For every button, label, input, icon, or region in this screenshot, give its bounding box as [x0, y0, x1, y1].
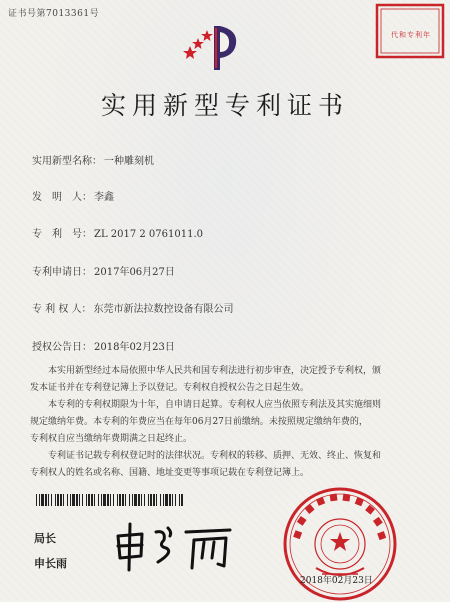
field-value: 东莞市新法拉数控设备有限公司 — [93, 304, 234, 315]
patent-office-logo-icon — [180, 16, 244, 72]
field-label: 专 利 权 人： — [32, 304, 92, 315]
field-inventor — [32, 188, 114, 203]
field-label: 发 明 人： — [32, 192, 92, 203]
body-line: 本实用新型经过本局依照中华人民共和国专利法进行初步审查，决定授予专利权，颁 — [48, 366, 382, 376]
certificate-number: 证书号第7013361号 — [8, 9, 100, 19]
field-patentee — [32, 300, 234, 315]
field-patent-number — [32, 225, 203, 240]
field-filing-date — [32, 263, 175, 278]
seal-date: 2018年02月23日 — [300, 576, 373, 586]
field-grant-date — [32, 338, 175, 353]
barcode-icon — [36, 494, 184, 506]
field-label: 授权公告日： — [32, 342, 92, 353]
field-label: 专利申请日： — [32, 267, 92, 278]
field-value: 2017年06月27日 — [94, 267, 175, 278]
field-value: ZL 2017 2 0761011.0 — [94, 229, 204, 240]
body-line: 专利证书记载专利权登记时的法律状况。专利权的转移、质押、无效、终止、恢复和 — [48, 451, 382, 461]
field-value: 李鑫 — [94, 192, 114, 203]
certificate-title: 实用新型专利证书 — [100, 91, 349, 120]
field-value: 2018年02月23日 — [94, 342, 175, 353]
body-line: 专利权人的姓名或名称、国籍、地址变更等事项记载在专利登记簿上。 — [30, 468, 310, 478]
body-line: 发本证书并在专利登记簿上予以登记。专利权自授权公告之日起生效。 — [30, 383, 310, 393]
top-stamp-text: 代和专利年 — [391, 31, 431, 39]
director-signature-icon — [108, 518, 240, 574]
field-value: 一种雕刻机 — [104, 156, 154, 167]
body-line: 专利权自应当缴纳年费期满之日起终止。 — [30, 434, 193, 444]
field-label: 实用新型名称： — [32, 156, 102, 167]
director-name: 申长雨 — [34, 557, 67, 570]
director-title: 局长 — [34, 532, 56, 545]
field-utility-model-name — [32, 152, 154, 167]
field-label: 专 利 号： — [32, 229, 92, 240]
certificate-body — [30, 363, 426, 482]
body-line: 本专利的专利权期限为十年，自申请日起算。专利权人应当依照专利法及其实施细则 — [48, 400, 382, 410]
body-line: 规定缴纳年费。本专利的年费应当在每年06月27日前缴纳。未按照规定缴纳年费的， — [30, 417, 368, 427]
